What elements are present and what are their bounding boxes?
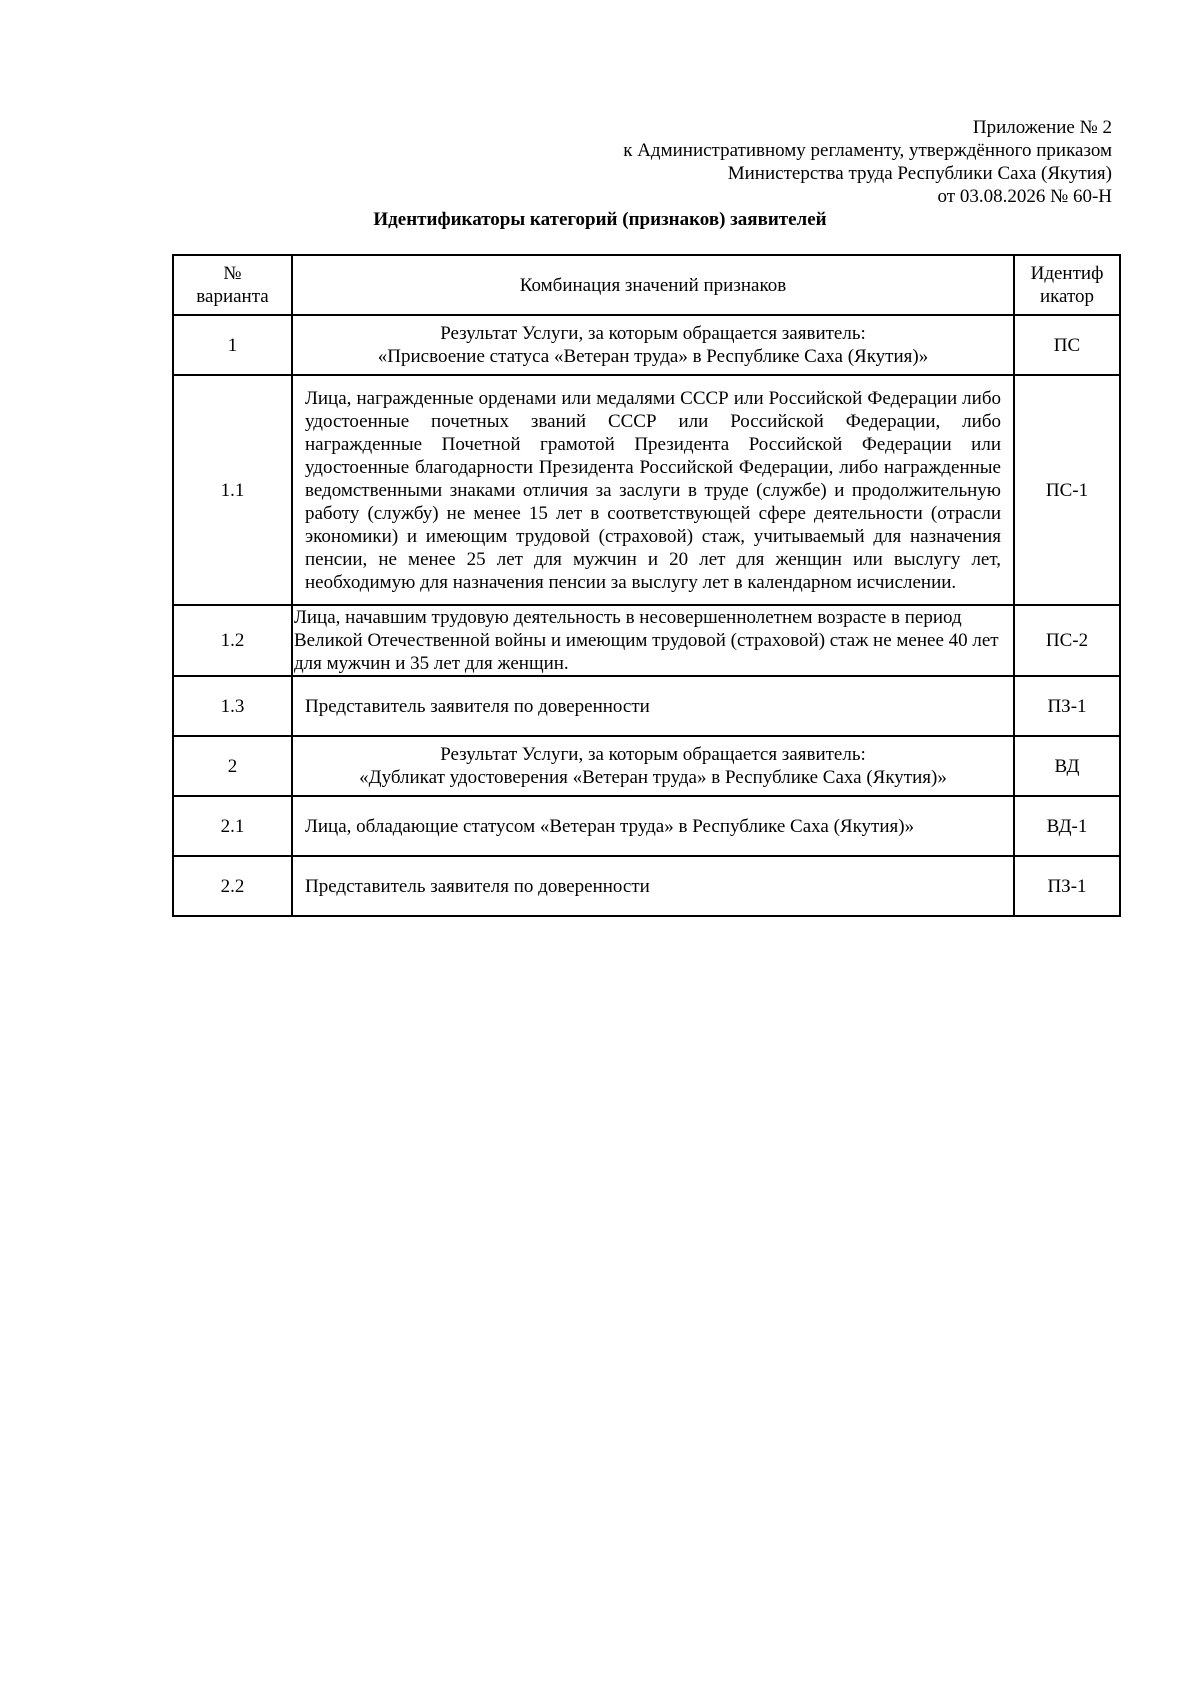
identifiers-table [172,254,1121,917]
combination-text: Лица, начавшим трудовую деятельность в несовершеннолетнем возрасте в период Великой Отечественной войны и имеющим трудовой (страховой) стаж не менее 40 лет для мужчин и 35 лет для женщин. [292,605,1014,676]
table-row [173,605,1120,676]
identifier-code: ПС-2 [1014,605,1120,676]
variant-number: 2.2 [173,856,292,916]
identifier-code: ПЗ-1 [1014,676,1120,736]
identifier-code: ВД [1014,736,1120,796]
appendix-line: Приложение № 2 [972,117,1112,138]
variant-number: 1.1 [173,375,292,605]
identifier-code: ВД-1 [1014,796,1120,856]
table-row [173,676,1120,736]
table-row [173,796,1120,856]
combination-text: Представитель заявителя по доверенности [292,856,1014,916]
header-combination: Комбинация значений признаков [292,255,1014,315]
appendix-line: к Административному регламенту, утверждённого приказом [623,140,1112,161]
table-row [173,736,1120,796]
header-identifier: Идентиф икатор [1014,255,1120,315]
combination-text: Представитель заявителя по доверенности [292,676,1014,736]
variant-number: 1.2 [173,605,292,676]
combination-text: Результат Услуги, за которым обращается заявитель: «Присвоение статуса «Ветеран труда» в Республике Саха (Якутия)» [292,315,1014,375]
appendix-line: Министерства труда Республики Саха (Якутия) [727,163,1112,184]
variant-number: 1.3 [173,676,292,736]
variant-number: 1 [173,315,292,375]
combination-text: Лица, награжденные орденами или медалями СССР или Российской Федерации либо удостоенные почетных званий СССР или Российской Федерации, либо награжденные Почетной грамотой Президента Российской Федерации или удостоенные благодарности Президента Российской Федерации, либо награжденные ведомственными знаками отличия за заслуги в труде (службе) и продолжительную работу (службу) не менее 15 лет в соответствующей сфере деятельности (отрасли экономики) и имеющим трудовой (страховой) стаж, учитываемый для назначения пенсии, не менее 25 лет для мужчин и 20 лет для женщин или выслугу лет, необходимую для назначения пенсии за выслугу лет в календарном исчислении. [292,375,1014,605]
appendix-header [623,116,1112,208]
appendix-line: от 03.08.2026 № 60-Н [937,186,1112,207]
table-header-row [173,255,1120,315]
variant-number: 2 [173,736,292,796]
identifier-code: ПС [1014,315,1120,375]
combination-text: Результат Услуги, за которым обращается заявитель: «Дубликат удостоверения «Ветеран труда» в Республике Саха (Якутия)» [292,736,1014,796]
header-variant-number: № варианта [173,255,292,315]
identifier-code: ПС-1 [1014,375,1120,605]
identifier-code: ПЗ-1 [1014,856,1120,916]
combination-text: Лица, обладающие статусом «Ветеран труда» в Республике Саха (Якутия)» [292,796,1014,856]
document-title: Идентификаторы категорий (признаков) заявителей [373,209,827,230]
table-row [173,375,1120,605]
table-row [173,315,1120,375]
table-row [173,856,1120,916]
variant-number: 2.1 [173,796,292,856]
